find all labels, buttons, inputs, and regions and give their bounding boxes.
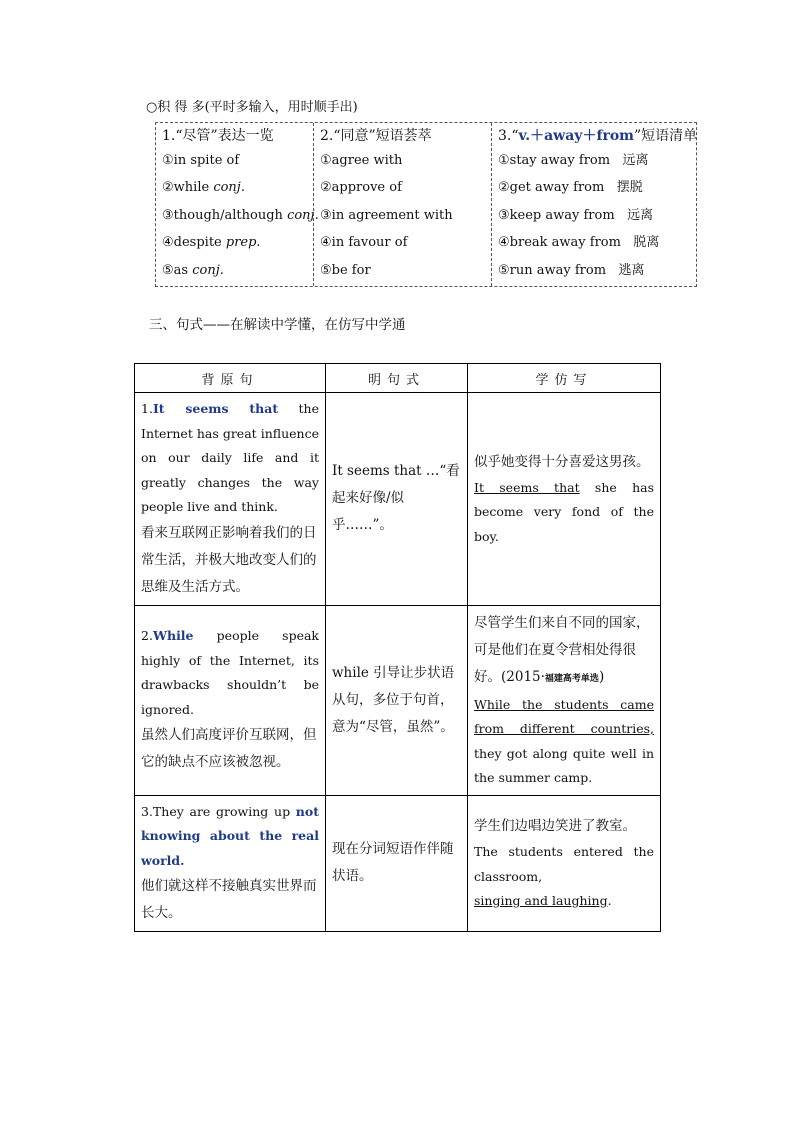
vocab-item: ②get away from 摆脱	[498, 180, 643, 196]
vocab-title: 1.“尽管”表达一览	[162, 128, 274, 144]
table-header-row	[135, 364, 661, 393]
pattern-explanation: It seems that …“看起来好像/似乎……”。	[326, 393, 468, 606]
vocab-item: ⑤be for	[320, 262, 371, 278]
pattern-explanation: 现在分词短语作伴随状语。	[326, 795, 468, 932]
header-practice: 学仿写	[468, 364, 661, 393]
sentence-pattern-table	[134, 363, 661, 932]
practice-sentence: 学生们边唱边笑进了教室。 The students entered the classroom, singing and laughing.	[468, 795, 661, 932]
vocab-item: ④in favour of	[320, 235, 408, 251]
vocab-item: ①in spite of	[162, 153, 240, 168]
header-pattern: 明句式	[326, 364, 468, 393]
vocab-item: ③in agreement with	[320, 207, 453, 223]
accumulate-heading: ○积 得 多(平时多输入，用时顺手出)	[146, 100, 358, 115]
vocab-item: ①stay away from 远离	[498, 153, 649, 168]
practice-sentence: 尽管学生们来自不同的国家，可是他们在夏令营相处得很好。(2015·福建高考单选) While the students came from different countries, they got along quite well in the summer camp.	[468, 605, 661, 795]
vocab-item: ②approve of	[320, 180, 402, 196]
vocab-title: 2.“同意”短语荟萃	[320, 128, 432, 144]
original-sentence: 1.It seems that the Internet has great influence on our daily life and it greatly changes the way people live and think. 看来互联网正影响着我们的日常生活，并极大地改变人们的思维及生活方式。	[135, 393, 326, 606]
vocab-item: ⑤run away from 逃离	[498, 262, 645, 278]
vocab-item: ④despite prep.	[162, 235, 261, 251]
vocab-box	[155, 122, 697, 287]
practice-sentence: 似乎她变得十分喜爱这男孩。 It seems that she has become very fond of the boy.	[468, 393, 661, 606]
vocab-item: ③keep away from 远离	[498, 207, 654, 223]
vocab-title: 3.“v.＋away＋from”短语清单	[498, 128, 698, 144]
table-row	[135, 393, 661, 606]
vocab-item: ③though/although conj.	[162, 207, 319, 223]
vocab-item: ④break away from 脱离	[498, 235, 660, 251]
table-row	[135, 605, 661, 795]
pattern-explanation: while 引导让步状语从句，多位于句首，意为“尽管，虽然”。	[326, 605, 468, 795]
vocab-column-away-from	[491, 123, 696, 286]
section-three-heading: 三、句式——在解读中学懂，在仿写中学通	[149, 317, 406, 333]
vocab-item: ②while conj.	[162, 180, 245, 196]
original-sentence: 3.They are growing up not knowing about the real world. 他们就这样不接触真实世界而长大。	[135, 795, 326, 932]
vocab-item: ①agree with	[320, 153, 403, 168]
vocab-column-agree	[313, 123, 491, 286]
vocab-column-despite	[156, 123, 319, 286]
header-original: 背原句	[135, 364, 326, 393]
vocab-item: ⑤as conj.	[162, 262, 224, 278]
original-sentence: 2.While people speak highly of the Internet, its drawbacks shouldn’t be ignored. 虽然人们高度评价互联网，但它的缺点不应该被忽视。	[135, 605, 326, 795]
table-row	[135, 795, 661, 932]
